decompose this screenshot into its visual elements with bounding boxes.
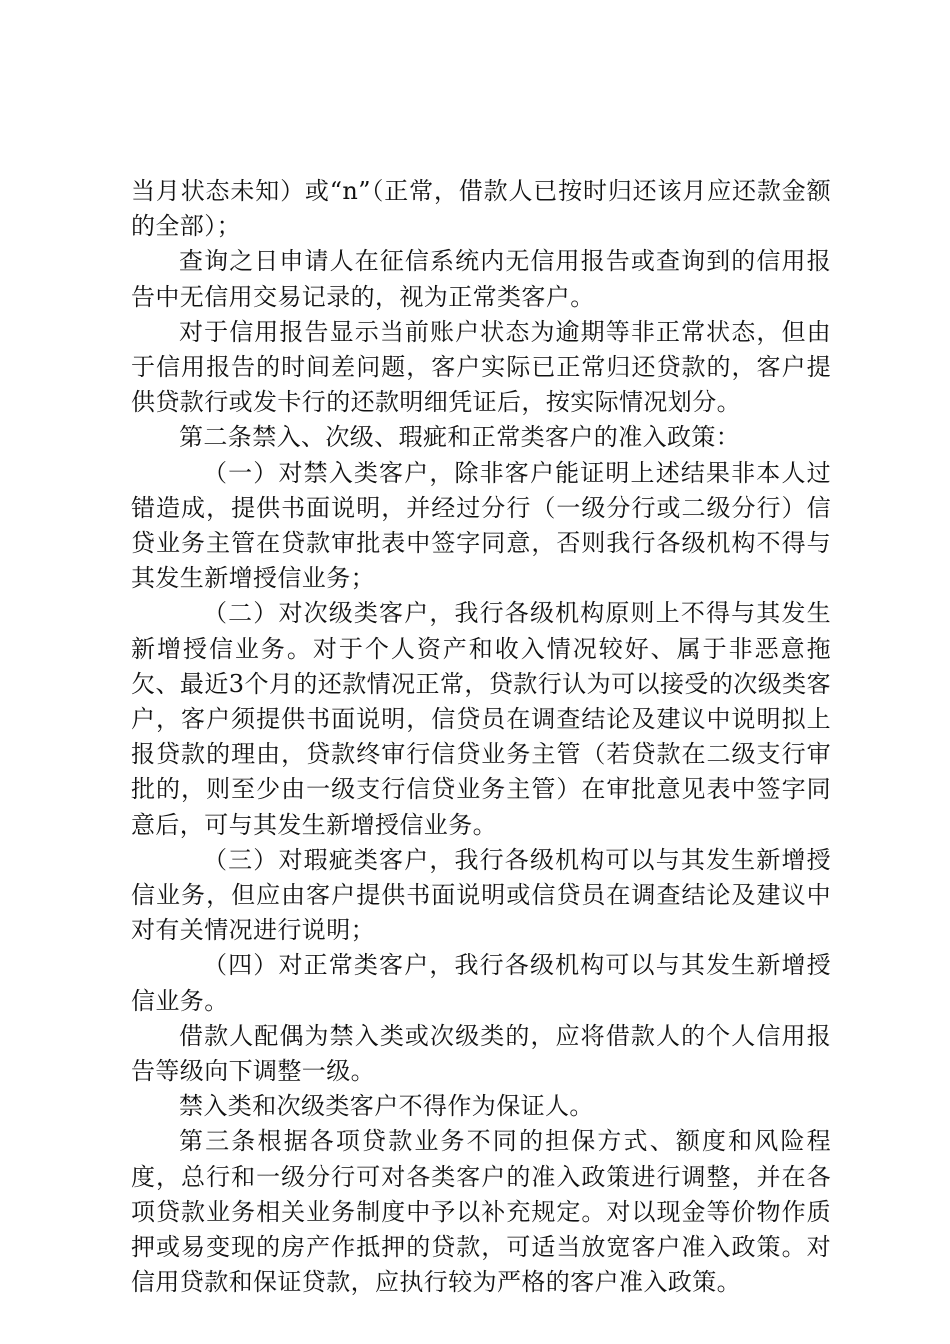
document-page: [131, 174, 831, 1301]
paragraph-item-4: （四）对正常类客户，我行各级机构可以与其发生新增授信业务。: [131, 951, 831, 1015]
paragraph-item-3: （三）对瑕疵类客户，我行各级机构可以与其发生新增授信业务，但应由客户提供书面说明或信贷员在调查结论及建议中对有关情况进行说明；: [131, 845, 831, 945]
paragraph-spouse-rule: 借款人配偶为禁入类或次级类的，应将借款人的个人信用报告等级向下调整一级。: [131, 1021, 831, 1086]
paragraph-2: 查询之日申请人在征信系统内无信用报告或查询到的信用报告中无信用交易记录的，视为正常类客户。: [131, 247, 831, 311]
paragraph-article-3: 第三条根据各项贷款业务不同的担保方式、额度和风险程度，总行和一级分行可对各类客户的准入政策进行调整，并在各项贷款业务相关业务制度中予以补充规定。对以现金等价物作质押或易变现的房产作抵押的贷款，可适当放宽客户准入政策。对信用贷款和保证贷款，应执行较为严格的客户准入政策。: [131, 1127, 831, 1297]
paragraph-guarantor-rule: 禁入类和次级类客户不得作为保证人。: [179, 1092, 594, 1121]
paragraph-3: 对于信用报告显示当前账户状态为逾期等非正常状态，但由于信用报告的时间差问题，客户实际已正常归还贷款的，客户提供贷款行或发卡行的还款明细凭证后，按实际情况划分。: [131, 317, 831, 417]
paragraph-item-1: （一）对禁入类客户，除非客户能证明上述结果非本人过错造成，提供书面说明，并经过分行（一级分行或二级分行）信贷业务主管在贷款审批表中签字同意，否则我行各级机构不得与其发生新增授信业务；: [131, 458, 831, 593]
paragraph-1: 当月状态未知）或“n”（正常，借款人已按时归还该月应还款金额的全部）；: [131, 177, 831, 241]
paragraph-item-2: （二）对次级类客户，我行各级机构原则上不得与其发生新增授信业务。对于个人资产和收入情况较好、属于非恶意拖欠、最近3个月的还款情况正常，贷款行认为可以接受的次级类客户，客户须提供书面说明，信贷员在调查结论及建议中说明拟上报贷款的理由，贷款终审行信贷业务主管（若贷款在二级支行审批的，则至少由一级支行信贷业务主管）在审批意见表中签字同意后，可与其发生新增授信业务。: [131, 599, 831, 839]
paragraph-article-2-heading: 第二条禁入、次级、瑕疵和正常类客户的准入政策：: [179, 423, 741, 452]
